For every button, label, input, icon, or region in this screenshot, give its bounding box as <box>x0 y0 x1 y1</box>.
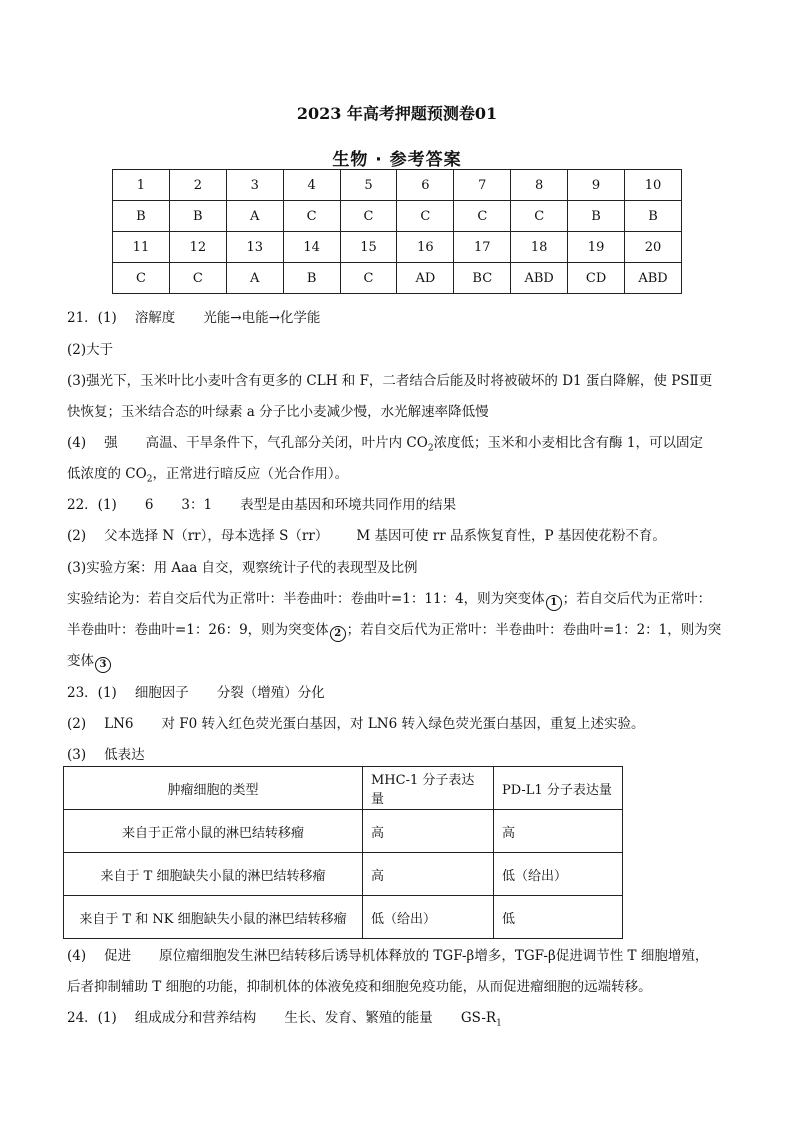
answer-cell: B <box>283 263 340 294</box>
question-number-cell: 11 <box>113 232 170 263</box>
q21-line-4: 快恢复；玉米结合态的叶绿素 a 分子比小麦减少慢，水光解速率降低慢 <box>67 404 489 420</box>
q22-answer-2a: 父本选择 N（rr），母本选择 S（rr） <box>104 528 329 544</box>
question-number-cell: 4 <box>283 170 340 201</box>
table-header-cell: MHC-1 分子表达量 <box>363 767 494 810</box>
q21-number: 21．(1) <box>67 310 117 326</box>
q23-line-5: 后者抑制辅助 T 细胞的功能，抑制机体的体液免疫和细胞免疫功能，从而促进瘤细胞的远端转移。 <box>67 979 652 995</box>
question-number-cell: 17 <box>454 232 511 263</box>
q24-number: 24．(1) <box>67 1010 117 1026</box>
q21-co2-subscript: 2 <box>427 443 434 454</box>
table-cell: 来自于正常小鼠的淋巴结转移瘤 <box>64 810 363 853</box>
table-cell: 来自于 T 细胞缺失小鼠的淋巴结转移瘤 <box>64 853 363 896</box>
q22-line-5a: 半卷曲叶：卷曲叶=1：26：9，则为突变体 <box>67 622 329 638</box>
q21-answer-1a: 溶解度 <box>134 310 176 326</box>
table-header-cell: 肿瘤细胞的类型 <box>64 767 363 810</box>
q23-part4-number: (4) <box>67 948 87 964</box>
answer-cell: BC <box>454 263 511 294</box>
question-number-cell: 9 <box>568 170 625 201</box>
q22-answer-1b: 3：1 <box>181 497 213 513</box>
q23-line-3 <box>67 743 145 763</box>
question-number-cell: 13 <box>226 232 283 263</box>
question-number-cell: 3 <box>226 170 283 201</box>
q23-answer-3a: 低表达 <box>104 747 145 763</box>
answer-cell: B <box>169 201 226 232</box>
q24-r-subscript: 1 <box>496 1018 502 1029</box>
question-number-cell: 14 <box>283 232 340 263</box>
q21-answer-1b: 光能→电能→化学能 <box>203 310 321 326</box>
q22-part2-number: (2) <box>67 528 87 544</box>
q22-answer-2b: M 基因可使 rr 品系恢复育性，P 基因使花粉不育。 <box>356 528 666 544</box>
q23-number: 23．(1) <box>67 685 117 701</box>
answer-cell: C <box>113 263 170 294</box>
q22-line-6 <box>67 649 112 673</box>
q22-line-4a: 实验结论为：若自交后代为正常叶：半卷曲叶：卷曲叶=1：11：4，则为突变体 <box>67 591 545 607</box>
answer-cell: A <box>226 263 283 294</box>
table-cell: 高 <box>494 810 623 853</box>
answer-cell: A <box>226 201 283 232</box>
circled-number-1: 1 <box>546 595 562 611</box>
q23-answer-4b: 原位瘤细胞发生淋巴结转移后诱导机体释放的 TGF-β增多，TGF-β促进调节性 T 细胞增殖， <box>159 948 709 964</box>
answer-row <box>113 201 682 232</box>
answer-cell: CD <box>568 263 625 294</box>
q22-line-4 <box>67 587 711 611</box>
table-cell: 低（给出） <box>363 896 494 939</box>
question-number-cell: 7 <box>454 170 511 201</box>
q24-answer-1c: GS-R <box>460 1010 497 1026</box>
q23-answer-1b: 分裂（增殖）分化 <box>216 685 325 701</box>
table-row <box>64 896 623 939</box>
table-row <box>64 810 623 853</box>
table-cell: 高 <box>363 853 494 896</box>
q22-line-1 <box>67 493 456 513</box>
table-cell: 来自于 T 和 NK 细胞缺失小鼠的淋巴结转移瘤 <box>64 896 363 939</box>
q22-line-3: (3)实验方案：用 Aaa 自交，观察统计子代的表现型及比例 <box>67 560 418 576</box>
table-header-row <box>64 767 623 810</box>
page-title: 2023 年高考押题预测卷01 <box>296 104 498 123</box>
q23-part3-number: (3) <box>67 747 87 763</box>
table-cell: 低（给出） <box>494 853 623 896</box>
question-number-cell: 8 <box>511 170 568 201</box>
table-row <box>64 853 623 896</box>
question-number-cell: 19 <box>568 232 625 263</box>
answer-cell: B <box>113 201 170 232</box>
answer-cell: C <box>454 201 511 232</box>
table-header-cell: PD-L1 分子表达量 <box>494 767 623 810</box>
q23-answer-2b: 对 F0 转入红色荧光蛋白基因，对 LN6 转入绿色荧光蛋白基因，重复上述实验。 <box>161 716 645 732</box>
page-subtitle: 生物 · 参考答案 <box>332 150 462 170</box>
q22-line-4b: ；若自交后代为正常叶： <box>562 591 712 607</box>
question-number-cell: 2 <box>169 170 226 201</box>
answer-cell: C <box>340 201 397 232</box>
answer-cell: B <box>625 201 682 232</box>
q21-line-3: (3)强光下，玉米叶比小麦叶含有更多的 CLH 和 F，二者结合后能及时将被破坏的 D1 蛋白降解，使 PSⅡ更 <box>67 373 713 389</box>
answer-cell: AD <box>397 263 454 294</box>
answer-cell: C <box>397 201 454 232</box>
q23-line-1 <box>67 681 325 701</box>
q23-line-4 <box>67 944 708 964</box>
q22-answer-1c: 表型是由基因和环境共同作用的结果 <box>240 497 457 513</box>
table-cell: 低 <box>494 896 623 939</box>
tumor-expression-table <box>63 766 623 939</box>
question-number-cell: 15 <box>340 232 397 263</box>
question-number-cell: 20 <box>625 232 682 263</box>
table-cell: 高 <box>363 810 494 853</box>
q21-answer-4a: 强 <box>104 435 118 451</box>
q24-answer-1a: 组成成分和营养结构 <box>134 1010 257 1026</box>
q22-line-2 <box>67 524 666 544</box>
question-number-row <box>113 232 682 263</box>
q21-line-6b: ，正常进行暗反应（光合作用）。 <box>152 466 349 482</box>
q24-answer-1b: 生长、发育、繁殖的能量 <box>284 1010 433 1026</box>
q22-answer-1a: 6 <box>144 497 154 513</box>
answer-cell: C <box>340 263 397 294</box>
question-number-row <box>113 170 682 201</box>
answer-key-table <box>112 169 682 294</box>
question-number-cell: 5 <box>340 170 397 201</box>
q21-line-6a: 低浓度的 CO <box>67 466 147 482</box>
circled-number-3: 3 <box>95 657 111 673</box>
q21-answer-4b: 高温、干旱条件下，气孔部分关闭，叶片内 CO <box>145 435 428 451</box>
answer-cell: C <box>511 201 568 232</box>
q23-line-2 <box>67 712 645 732</box>
q23-part2-number: (2) <box>67 716 87 732</box>
question-number-cell: 6 <box>397 170 454 201</box>
circled-number-2: 2 <box>330 626 346 642</box>
q22-line-5 <box>67 618 721 642</box>
q22-line-6a: 变体 <box>67 653 94 669</box>
q21-part4-number: (4) <box>67 435 87 451</box>
q22-number: 22．(1) <box>67 497 117 513</box>
q21-line-5 <box>67 431 703 454</box>
answer-cell: B <box>568 201 625 232</box>
question-number-cell: 18 <box>511 232 568 263</box>
answer-cell: C <box>169 263 226 294</box>
q23-answer-4a: 促进 <box>104 948 132 964</box>
q24-line-1 <box>67 1006 502 1029</box>
question-number-cell: 12 <box>169 232 226 263</box>
question-number-cell: 1 <box>113 170 170 201</box>
question-number-cell: 16 <box>397 232 454 263</box>
answer-cell: C <box>283 201 340 232</box>
q23-answer-2a: LN6 <box>104 716 134 732</box>
answer-row <box>113 263 682 294</box>
q21-co2-subscript-2: 2 <box>146 474 153 485</box>
q21-answer-4b-cont: 浓度低；玉米和小麦相比含有酶 1，可以固定 <box>433 435 703 451</box>
q21-line-1 <box>67 306 320 326</box>
q21-line-2: (2)大于 <box>67 342 114 358</box>
question-number-cell: 10 <box>625 170 682 201</box>
q22-line-5b: ；若自交后代为正常叶：半卷曲叶：卷曲叶=1：2：1，则为突 <box>346 622 722 638</box>
answer-cell: ABD <box>511 263 568 294</box>
q21-line-6 <box>67 462 348 485</box>
answer-cell: ABD <box>625 263 682 294</box>
q23-answer-1a: 细胞因子 <box>134 685 189 701</box>
